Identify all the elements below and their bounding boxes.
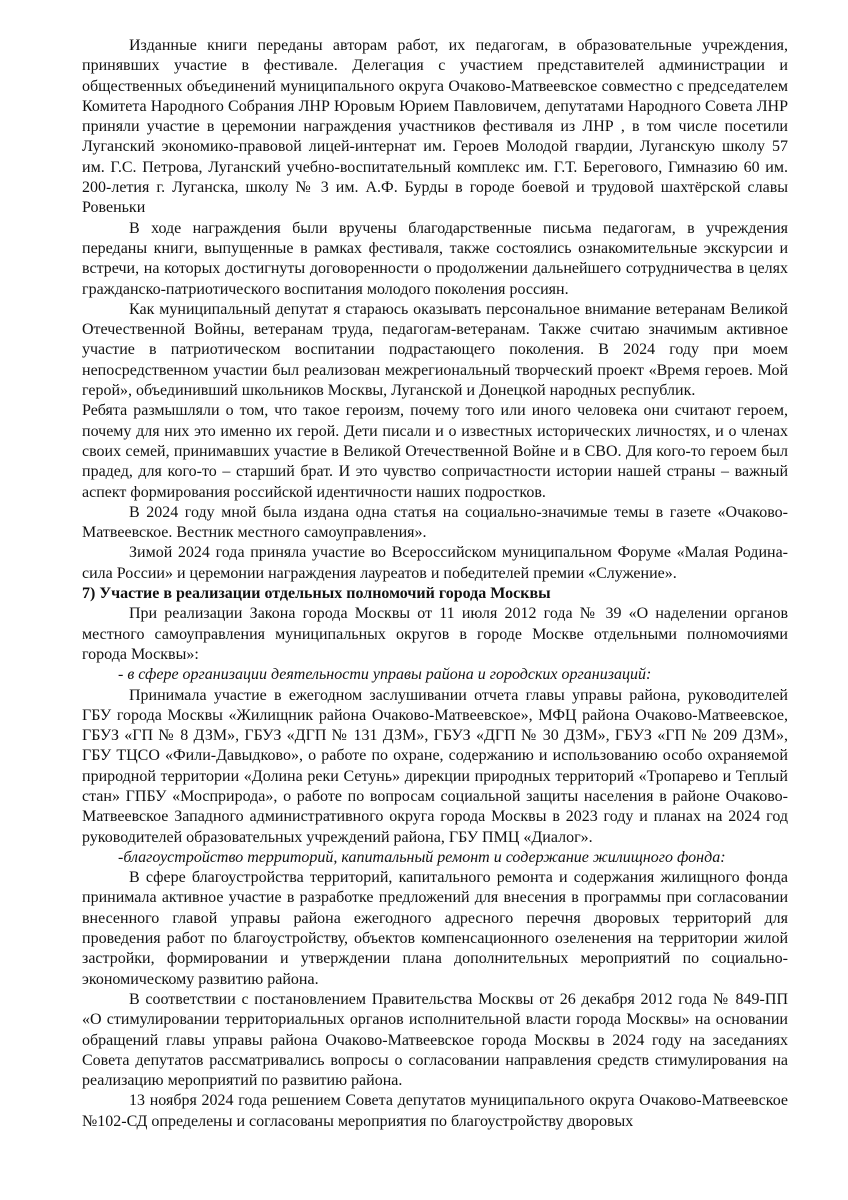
- paragraph-law: При реализации Закона города Москвы от 11 июля 2012 года № 39 «О наделении органов местного самоуправления муниципальных округов в городе Москве отдельными полномочиями города Москвы»:: [82, 605, 788, 663]
- section-heading-7: 7) Участие в реализации отдельных полномочий города Москвы: [82, 585, 551, 603]
- paragraph-festival-books: Изданные книги переданы авторам работ, их педагогам, в образовательные учреждения, принявших участие в фестивале. Делегация с участием представителей администрации и общественных объединений муниципального округа Очаково-Матвеевское совместно с председателем Комитета Народного Собрания ЛНР Юровым Юрием Павловичем, депутатами Народного Совета ЛНР приняли участие в церемонии награждения участников фестиваля из ЛНР , в том числе посетили Луганский экономико-правовой лицей-интернат им. Героев Молодой гвардии, Луганскую школу 57 им. Г.С. Петрова, Луганский учебно-воспитательный комплекс им. Г.Т. Берегового, Гимназию 60 им. 200-летия г. Луганска, школу № 3 им. А.Ф. Бурды в городе боевой и трудовой шахтёрской славы Ровеньки: [82, 37, 788, 217]
- document-page: [82, 36, 788, 1132]
- paragraph-awards: В ходе награждения были вручены благодарственные письма педагогам, в учреждения переданы книги, выпущенные в рамках фестиваля, также состоялись ознакомительные экскурсии и встречи, на которых достигнуты договоренности о продолжении дальнейшего сотрудничества в целях гражданско-патриотического воспитания молодого поколения россиян.: [82, 219, 788, 298]
- paragraph-veterans: Как муниципальный депутат я стараюсь оказывать персональное внимание ветеранам Великой Отечественной Войны, ветеранам труда, педагогам-ветеранам. Также считаю значимым активное участие в патриотическом воспитании подрастающего поколения. В 2024 году при моем непосредственном участии был реализован межрегиональный творческий проект «Время героев. Мой герой», объединивший школьников Москвы, Луганской и Донецкой народных республик.: [82, 300, 788, 400]
- paragraph-resolution: В соответствии с постановлением Правительства Москвы от 26 декабря 2012 года № 849-ПП «О стимулировании территориальных органов исполнительной власти города Москвы» на основании обращений главы управы района Очаково-Матвеевское города Москвы в 2024 году на заседаниях Совета депутатов рассматривались вопросы о согласовании направления средств стимулирования на реализацию мероприятий по развитию района.: [82, 990, 788, 1090]
- paragraph-forum: Зимой 2024 года приняла участие во Всероссийском муниципальном Форуме «Малая Родина-сила России» и церемонии награждения лауреатов и победителей премии «Служение».: [82, 544, 788, 582]
- paragraph-reports: Принимала участие в ежегодном заслушивании отчета главы управы района, руководителей ГБУ города Москвы «Жилищник района Очаково-Матвеевское», МФЦ района Очаково-Матвеевское, ГБУЗ «ГП № 8 ДЗМ», ГБУЗ «ДГП № 131 ДЗМ», ГБУЗ «ДГП № 30 ДЗМ», ГБУЗ «ГП № 209 ДЗМ», ГБУ ТЦСО «Фили-Давыдково», о работе по охране, содержанию и использованию особо охраняемой природной территории «Долина реки Сетунь» дирекции природных территорий «Тропарево и Теплый стан» ГПБУ «Мосприрода», о работе по вопросам социальной защиты населения в районе Очаково-Матвеевское Западного административного округа города Москвы в 2023 году и планах на 2024 год руководителей образовательных учреждений района, ГБУ ПМЦ «Диалог».: [82, 686, 788, 846]
- paragraph-improvement: В сфере благоустройства территорий, капитального ремонта и содержания жилищного фонда принимала активное участие в разработке предложений для внесения в программы при согласовании внесенного главой управы района ежегодного адресного перечня дворовых территорий для проведения работ по благоустройству, объектов компенсационного озеленения на территории жилой застройки, формировании и утверждении плана дополнительных мероприятий по социально-экономическому развитию района.: [82, 869, 788, 988]
- subheading-improvement: -благоустройство территорий, капитальный ремонт и содержание жилищного фонда:: [118, 848, 726, 866]
- subheading-management: - в сфере организации деятельности управы района и городских организаций:: [118, 666, 652, 684]
- paragraph-article: В 2024 году мной была издана одна статья на социально-значимые темы в газете «Очаково-Матвеевское. Вестник местного самоуправления».: [82, 503, 788, 542]
- paragraph-november: 13 ноября 2024 года решением Совета депутатов муниципального округа Очаково-Матвеевское №102-СД определены и согласованы мероприятия по благоустройству дворовых: [82, 1092, 788, 1130]
- paragraph-heroism: Ребята размышляли о том, что такое героизм, почему того или иного человека они считают героем, почему для них это именно их герой. Дети писали и о известных исторических личностях, и о членах своих семей, принимавших участие в Великой Отечественной Войне и в СВО. Для кого-то героем был прадед, для кого-то – старший брат. И это чувство сопричастности истории нашей страны – важный аспект формирования российской идентичности наших подростков.: [82, 402, 788, 501]
